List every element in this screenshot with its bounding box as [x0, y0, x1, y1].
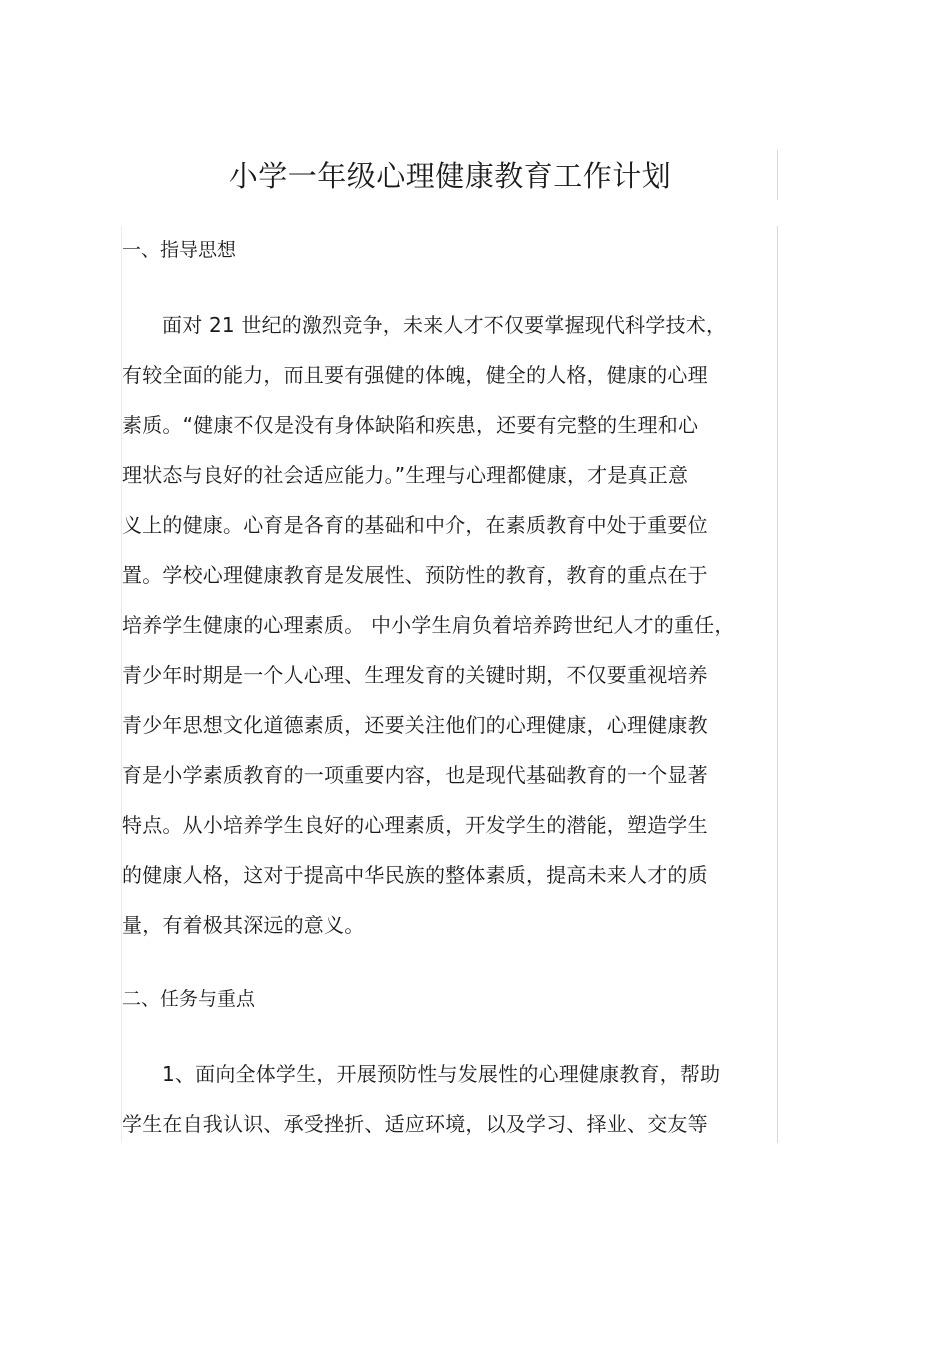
paragraph-line: 素质。“健康不仅是没有身体缺陷和疾患，还要有完整的生理和心	[122, 413, 699, 437]
document-title: 小学一年级心理健康教育工作计划	[228, 159, 672, 193]
paragraph-line: 青少年时期是一个人心理、生理发育的关键时期，不仅要重视培养	[122, 663, 708, 687]
paragraph-line: 义上的健康。心育是各育的基础和中介，在素质教育中处于重要位	[122, 513, 708, 537]
paragraph-line: 理状态与良好的社会适应能力。”生理与心理都健康，才是真正意	[122, 463, 689, 487]
paragraph-line: 置。学校心理健康教育是发展性、预防性的教育，教育的重点在于	[122, 563, 708, 587]
margin-rule-right	[777, 226, 778, 1143]
paragraph-line: 青少年思想文化道德素质，还要关注他们的心理健康，心理健康教	[122, 713, 708, 737]
paragraph-line: 有较全面的能力，而且要有强健的体魄，健全的人格，健康的心理	[122, 363, 708, 387]
section-heading-tasks: 二、任务与重点	[122, 988, 256, 1010]
paragraph-line: 量，有着极其深远的意义。	[122, 913, 365, 937]
paragraph-line: 的健康人格，这对于提高中华民族的整体素质，提高未来人才的质	[122, 863, 708, 887]
paragraph-line: 育是小学素质教育的一项重要内容，也是现代基础教育的一个显著	[122, 763, 708, 787]
section-heading-guiding-thought: 一、指导思想	[122, 239, 237, 261]
paragraph-line: 培养学生健康的心理素质。 中小学生肩负着培养跨世纪人才的重任，	[122, 613, 735, 637]
paragraph-line: 1、面向全体学生，开展预防性与发展性的心理健康教育，帮助	[162, 1062, 721, 1086]
paragraph-line: 学生在自我认识、承受挫折、适应环境，以及学习、择业、交友等	[122, 1112, 708, 1136]
paragraph-line: 面对 21 世纪的激烈竞争，未来人才不仅要掌握现代科学技术，	[162, 313, 727, 337]
paragraph-line: 特点。从小培养学生良好的心理素质，开发学生的潜能，塑造学生	[122, 813, 708, 837]
